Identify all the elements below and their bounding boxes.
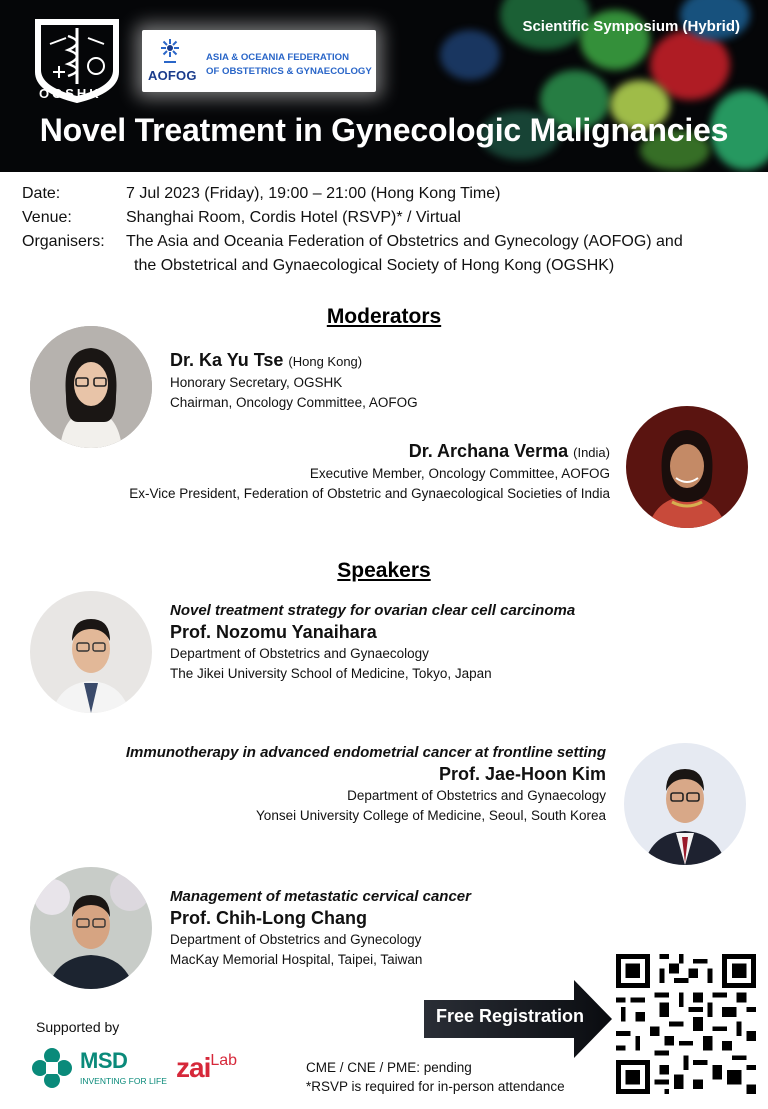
msd-emblem-icon [30,1046,74,1090]
speaker-affiliation: MacKay Memorial Hospital, Taipei, Taiwan [170,952,423,967]
moderator-role: Ex-Vice President, Federation of Obstetric and Gynaecological Societies of India [129,486,610,501]
aofog-logo [142,30,376,92]
speaker-topic: Management of metastatic cervical cancer [170,888,471,905]
page-title: Novel Treatment in Gynecologic Malignancies [39,112,729,148]
msd-logo [30,1046,170,1096]
speaker-affiliation: The Jikei University School of Medicine, Tokyo, Japan [170,666,492,681]
speaker-photo-kim [624,743,746,865]
date-row [22,182,683,206]
speaker-name: Prof. Chih-Long Chang [170,908,367,928]
aofog-name: ASIA & OCEANIA FEDERATION OF OBSTETRICS & GYNAECOLOGY [206,52,372,77]
speaker-kim [126,743,606,826]
date-value: 7 Jul 2023 (Friday), 19:00 – 21:00 (Hong Kong Time) [126,185,501,202]
moderator-role: Honorary Secretary, OGSHK [170,375,343,390]
moderator-verma [129,440,610,504]
accreditation-note [306,1058,565,1096]
cme-status: CME / CNE / PME: pending [306,1060,472,1075]
symposium-label: Scientific Symposium (Hybrid) [522,18,740,35]
speaker-name: Prof. Nozomu Yanaihara [170,622,377,642]
header-banner [0,0,768,172]
moderator-name: Dr. Ka Yu Tse [170,350,284,370]
organisers-value-line2: the Obstetrical and Gynaecological Society of Hong Kong (OGSHK) [134,257,615,274]
moderator-role: Executive Member, Oncology Committee, AOFOG [309,466,610,481]
organisers-label: Organisers: [22,233,105,250]
venue-label: Venue: [22,209,72,226]
zai-lab-wordmark: Lab [210,1052,238,1069]
speaker-name: Prof. Jae-Hoon Kim [438,764,606,784]
speaker-topic: Immunotherapy in advanced endometrial cancer at frontline setting [125,744,606,761]
aofog-emblem-icon [150,36,190,68]
speakers-heading: Speakers [337,559,431,582]
aofog-abbr: AOFOG [148,68,197,83]
ogshk-logo-text: OGSHK [39,86,102,101]
free-registration-button[interactable]: Free Registration [436,1006,585,1026]
supported-by-label: Supported by [36,1019,120,1035]
msd-wordmark: MSD [80,1048,128,1073]
zai-lab-logo [176,1052,237,1084]
speaker-chang [170,887,471,970]
organisers-row [22,230,683,254]
speaker-affiliation: Yonsei University College of Medicine, Seoul, South Korea [256,808,606,823]
rsvp-note: *RSVP is required for in-person attendance [306,1079,565,1094]
speaker-photo-yanaihara [30,591,152,713]
moderators-heading: Moderators [326,305,442,328]
moderator-country: (Hong Kong) [288,354,363,369]
date-label: Date: [22,185,61,202]
organisers-value-line1: The Asia and Oceania Federation of Obstetrics and Gynecology (AOFOG) and [126,233,683,250]
moderator-name: Dr. Archana Verma [408,441,569,461]
venue-row [22,206,683,230]
moderator-photo-verma [626,406,748,528]
speaker-affiliation: Department of Obstetrics and Gynecology [170,932,422,947]
speaker-yanaihara [170,601,575,684]
msd-tagline: INVENTING FOR LIFE [80,1076,167,1086]
speaker-photo-chang [30,867,152,989]
moderator-role: Chairman, Oncology Committee, AOFOG [170,395,418,410]
moderator-tse [170,349,418,413]
speaker-affiliation: Department of Obstetrics and Gynaecology [170,646,429,661]
moderator-country: (India) [573,445,610,460]
moderator-photo-tse [30,326,152,448]
speaker-topic: Novel treatment strategy for ovarian clear cell carcinoma [170,602,576,619]
speaker-affiliation: Department of Obstetrics and Gynaecology [347,788,606,803]
venue-value: Shanghai Room, Cordis Hotel (RSVP)* / Virtual [126,209,461,226]
zai-wordmark: zai [176,1052,211,1083]
qr-code-icon[interactable] [616,954,756,1094]
event-info [22,182,683,278]
